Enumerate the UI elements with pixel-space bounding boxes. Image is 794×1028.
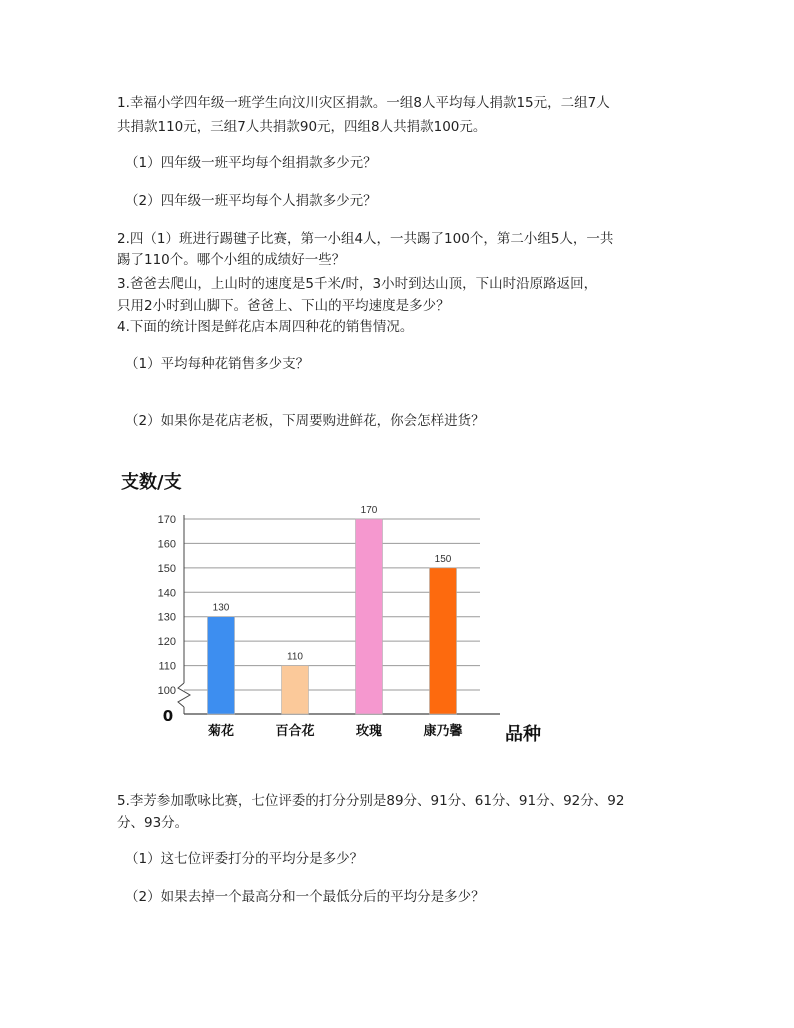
question-5-line-2: 分、93分。: [117, 815, 189, 831]
question-4-line-1: 4.下面的统计图是鲜花店本周四种花的销售情况。: [117, 319, 414, 335]
question-1-part-1: （1）四年级一班平均每个组捐款多少元？: [125, 155, 377, 171]
question-5-line-1: 5.李芳参加歌咏比赛，七位评委的打分分别是89分、91分、61分、91分、92分、92: [117, 793, 625, 809]
question-1-line-1: 1.幸福小学四年级一班学生向汶川灾区捐款。一组8人平均每人捐款15元，二组7人: [117, 95, 610, 111]
question-1-line-2: 共捐款110元，三组7人共捐款90元，四组8人共捐款100元。: [117, 119, 487, 135]
bar-value-label: 110: [287, 651, 303, 663]
y-tick-labels: [158, 514, 176, 725]
category-labels: [208, 723, 463, 739]
y-tick-label: 140: [157, 587, 176, 600]
y-axis-title: 支数/支: [121, 472, 182, 493]
question-2-line-2: 踢了110个。哪个小组的成绩好一些？: [117, 252, 346, 268]
y-tick-label: 0: [162, 707, 174, 725]
question-5-part-1: （1）这七位评委打分的平均分是多少？: [125, 851, 364, 867]
question-2-line-1: 2.四（1）班进行踢毽子比赛，第一小组4人，一共踢了100个，第二小组5人，一共: [117, 231, 614, 247]
category-label: 菊花: [207, 724, 235, 739]
question-1-part-2: （2）四年级一班平均每个人捐款多少元？: [125, 193, 377, 209]
y-tick-label: 110: [158, 660, 176, 673]
data-labels: [213, 505, 452, 663]
y-tick-label: 160: [157, 538, 176, 551]
bar-value-label: 170: [360, 504, 378, 516]
bar-2: [282, 666, 309, 714]
bar-value-label: 130: [212, 602, 230, 614]
question-5-part-2: （2）如果去掉一个最高分和一个最低分后的平均分是多少？: [125, 889, 485, 905]
y-tick-label: 100: [157, 685, 176, 697]
axis-break-mark: [178, 683, 190, 707]
question-4-part-2: （2）如果你是花店老板，下周要购进鲜花，你会怎样进货？: [125, 413, 485, 429]
bar-1: [208, 617, 235, 714]
y-tick-label: 150: [157, 562, 176, 575]
category-label: 百合花: [275, 724, 315, 739]
y-tick-label: 130: [157, 611, 176, 624]
question-3-line-1: 3.爸爸去爬山，上山时的速度是5千米/时，3小时到达山顶，下山时沿原路返回，: [117, 276, 598, 292]
question-3-line-2: 只用2小时到山脚下。爸爸上、下山的平均速度是多少？: [117, 298, 450, 314]
category-label: 玫瑰: [355, 724, 383, 739]
y-tick-label: 170: [157, 513, 176, 526]
y-tick-label: 120: [157, 636, 176, 649]
bar-3: [356, 519, 383, 714]
bar-4: [430, 568, 457, 714]
x-axis-title: 品种: [505, 724, 541, 745]
question-4-part-1: （1）平均每种花销售多少支？: [125, 356, 310, 372]
category-label: 康乃馨: [423, 724, 463, 739]
bar-value-label: 150: [434, 553, 452, 565]
